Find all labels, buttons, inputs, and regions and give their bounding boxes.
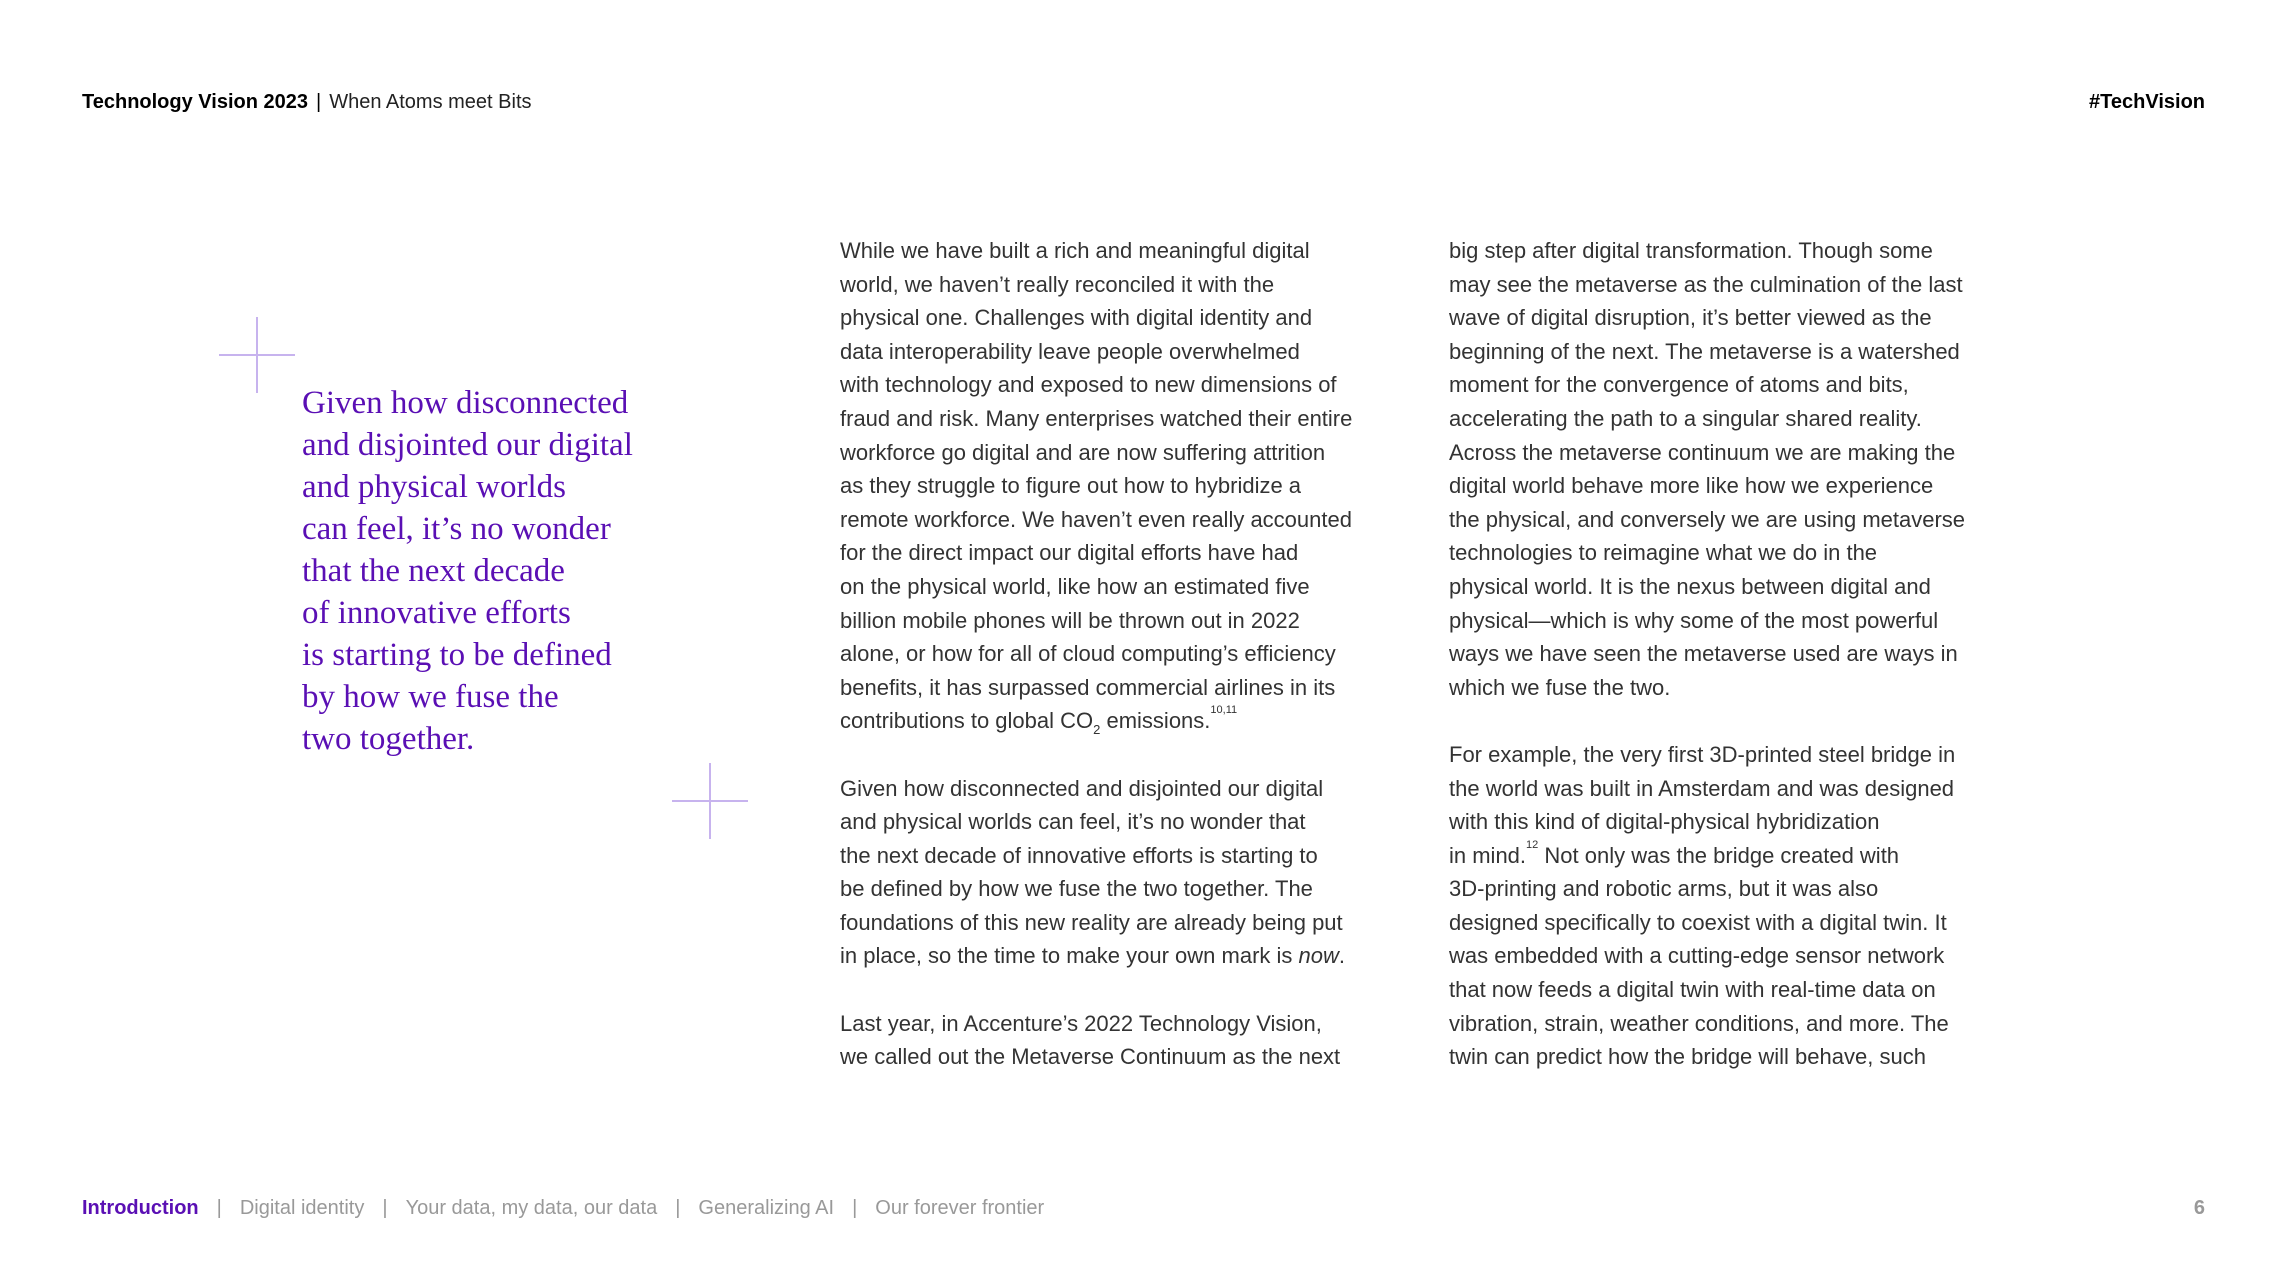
decorative-cross-icon — [219, 317, 295, 393]
body-text-line: we called out the Metaverse Continuum as the next — [840, 1044, 1341, 1070]
text-segment: in place, so the time to make your own mark is — [840, 943, 1299, 969]
pull-quote-line: is starting to be defined — [302, 637, 612, 673]
body-text-line — [1449, 839, 1965, 873]
emphasis: now — [1298, 943, 1339, 969]
text-segment: Not only was the bridge created with — [1538, 842, 1900, 868]
body-text-line: vibration, strain, weather conditions, and more. The — [1449, 1010, 1949, 1036]
body-text-line: digital world behave more like how we experience — [1449, 473, 1934, 499]
body-text-line: workforce go digital and are now suffering attrition — [840, 439, 1326, 465]
pull-quote-line: Given how disconnected — [302, 385, 629, 421]
nav-separator: | — [852, 1197, 858, 1219]
text-segment: contributions to global CO — [840, 708, 1094, 734]
body-text-line: ways we have seen the metaverse used are ways in — [1449, 641, 1958, 667]
hashtag: #TechVision — [2089, 91, 2205, 113]
body-text-line: Last year, in Accenture’s 2022 Technology Vision, — [840, 1010, 1322, 1036]
footnote-reference: 10,11 — [1210, 704, 1238, 717]
body-text-line: accelerating the path to a singular shared reality. — [1449, 405, 1922, 431]
body-text-line: big step after digital transformation. Though some — [1449, 238, 1933, 263]
body-text-line: physical one. Challenges with digital identity and — [840, 305, 1313, 331]
nav-link-your-data-my-data-our-data[interactable]: Your data, my data, our data — [405, 1197, 658, 1219]
body-text-line: be defined by how we fuse the two together. The — [840, 876, 1313, 902]
body-text-line: Across the metaverse continuum we are making the — [1449, 439, 1956, 465]
pull-quote-line: and physical worlds — [302, 469, 566, 505]
nav-link-introduction[interactable]: Introduction — [82, 1197, 199, 1219]
nav-link-our-forever-frontier[interactable]: Our forever frontier — [875, 1197, 1045, 1219]
section-nav — [82, 1195, 1044, 1221]
body-text-line: foundations of this new reality are already being put — [840, 909, 1343, 935]
nav-separator: | — [216, 1197, 222, 1219]
nav-separator: | — [382, 1197, 388, 1219]
paragraph-gap — [1449, 704, 1965, 738]
body-text-line: designed specifically to coexist with a digital twin. It — [1449, 909, 1947, 935]
body-column-2 — [1449, 234, 1965, 1074]
body-text-line: technologies to reimagine what we do in the — [1449, 540, 1878, 566]
pull-quote-line: and disjointed our digital — [302, 427, 633, 463]
header-separator: | — [316, 91, 322, 113]
body-text-line: with this kind of digital-physical hybridization — [1449, 809, 1880, 835]
body-text-line: was embedded with a cutting-edge sensor network — [1449, 943, 1945, 969]
body-text-line: the world was built in Amsterdam and was designed — [1449, 775, 1955, 801]
body-text-line — [840, 939, 1352, 973]
body-text-line: moment for the convergence of atoms and bits, — [1449, 372, 1909, 398]
report-title: Technology Vision 2023 — [82, 91, 308, 113]
body-text-line: on the physical world, like how an estimated five — [840, 573, 1310, 599]
body-text-line — [840, 704, 1352, 738]
body-text-line: may see the metaverse as the culmination of the last — [1449, 271, 1963, 297]
body-text-line: data interoperability leave people overwhelmed — [840, 338, 1300, 364]
text-segment: emissions. — [1100, 708, 1211, 734]
pull-quote-line: two together. — [302, 721, 475, 757]
subscript: 2 — [1093, 722, 1101, 738]
page-number: 6 — [2193, 1197, 2205, 1219]
paragraph-gap — [840, 738, 1352, 772]
body-text-line: beginning of the next. The metaverse is a watershed — [1449, 338, 1960, 364]
body-text-line: physical world. It is the nexus between digital and — [1449, 573, 1931, 599]
body-text-line: remote workforce. We haven’t even really accounted — [840, 506, 1352, 532]
text-segment: in mind. — [1449, 842, 1527, 868]
pull-quote-line: by how we fuse the — [302, 679, 559, 715]
text-segment: . — [1338, 943, 1346, 969]
body-text-line: which we fuse the two. — [1449, 674, 1671, 700]
body-text-line: wave of digital disruption, it’s better viewed as the — [1449, 305, 1932, 331]
report-subtitle: When Atoms meet Bits — [329, 91, 532, 113]
body-text-line: While we have built a rich and meaningful digital — [840, 238, 1310, 263]
body-text-line: alone, or how for all of cloud computing’s efficiency — [840, 641, 1336, 667]
header-title-bar — [82, 89, 532, 115]
pull-quote-line: that the next decade — [302, 553, 565, 589]
body-text-line: that now feeds a digital twin with real-time data on — [1449, 977, 1936, 1003]
decorative-cross-icon — [672, 763, 748, 839]
nav-separator: | — [675, 1197, 681, 1219]
body-text-line: for the direct impact our digital efforts have had — [840, 540, 1299, 566]
body-text-line: physical—which is why some of the most powerful — [1449, 607, 1939, 633]
nav-link-generalizing-ai[interactable]: Generalizing AI — [698, 1197, 835, 1219]
body-text-line: the physical, and conversely we are using metaverse — [1449, 506, 1966, 532]
body-text-line: and physical worlds can feel, it’s no wonder that — [840, 809, 1306, 835]
body-column-1 — [840, 234, 1352, 1074]
paragraph-gap — [840, 973, 1352, 1007]
body-text-line: fraud and risk. Many enterprises watched their entire — [840, 405, 1353, 431]
body-text-line: Given how disconnected and disjointed our digital — [840, 775, 1324, 801]
pull-quote-line: of innovative efforts — [302, 595, 571, 631]
body-text-line: as they struggle to figure out how to hybridize a — [840, 473, 1302, 499]
footnote-reference: 12 — [1526, 838, 1539, 851]
body-text-line: world, we haven’t really reconciled it with the — [840, 271, 1275, 297]
pull-quote-line: can feel, it’s no wonder — [302, 511, 611, 547]
body-text-line: billion mobile phones will be thrown out in 2022 — [840, 607, 1300, 633]
body-text-line: with technology and exposed to new dimensions of — [840, 372, 1337, 398]
body-text-line: twin can predict how the bridge will behave, such — [1449, 1044, 1926, 1070]
body-text-line: For example, the very first 3D-printed steel bridge in — [1449, 741, 1956, 767]
nav-link-digital-identity[interactable]: Digital identity — [239, 1197, 365, 1219]
body-text-line: benefits, it has surpassed commercial airlines in its — [840, 674, 1336, 700]
body-text-line: 3D-printing and robotic arms, but it was also — [1449, 876, 1879, 902]
body-text-line: the next decade of innovative efforts is starting to — [840, 842, 1318, 868]
pull-quote — [302, 382, 633, 760]
